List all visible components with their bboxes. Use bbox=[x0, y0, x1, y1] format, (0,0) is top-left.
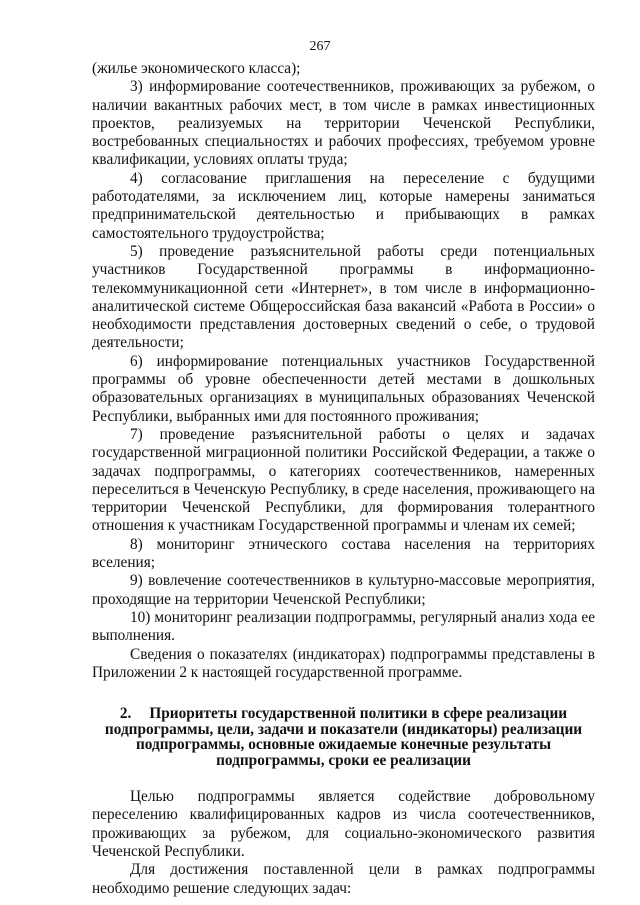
paragraph-goal: Целью подпрограммы является содействие добровольному переселению квалифицированных кадров из числа соотечественников, проживающих за рубежом, для социально-экономического развития Чеченской Республики. bbox=[92, 788, 595, 860]
list-item-4: 4) согласование приглашения на переселение с будущими работодателями, за исключением лиц, которые намерены заниматься предпринимательской деятельностью и прибывающих в рамках самостоятельного трудоустройства; bbox=[92, 169, 595, 242]
section-number: 2. bbox=[119, 705, 132, 723]
paragraph-indicators: Сведения о показателях (индикаторах) подпрограммы представлены в Приложении 2 к настоящей государственной программе. bbox=[92, 645, 595, 681]
paragraph-continuation: (жилье экономического класса); bbox=[92, 60, 301, 77]
list-item-6: 6) информирование потенциальных участников Государственной программы об уровне обеспеченности детей местами в дошкольных образовательных организациях в муниципальных образованиях Чеченской Республики, выбранных ими для постоянного проживания; bbox=[92, 352, 595, 425]
list-item-10: 10) мониторинг реализации подпрограммы, регулярный анализ хода ее выполнения. bbox=[92, 608, 595, 645]
document-body bbox=[92, 60, 595, 898]
section-heading bbox=[92, 706, 595, 768]
list-item-9: 9) вовлечение соотечественников в культурно-массовые мероприятия, проходящие на территории Чеченской Республики; bbox=[92, 572, 595, 608]
paragraph-tasks-intro: Для достижения поставленной цели в рамках подпрограммы необходимо решение следующих задач: bbox=[92, 861, 595, 897]
list-item-7: 7) проведение разъяснительной работы о целях и задачах государственной миграционной политики Российской Федерации, а также о задачах подпрограммы, о категориях соотечественников, намеренных переселиться в Чеченскую Республику, в среде населения, проживающего на территории Чеченской Республики, для формирования толерантного отношения к участникам Государственной программы и членам их семей; bbox=[92, 425, 595, 535]
section-title: Приоритеты государственной политики в сфере реализации подпрограммы, цели, задачи и показатели (индикаторы) реализации подпрограммы, основные ожидаемые конечные результаты подпрограммы, сроки ее реализации bbox=[104, 705, 583, 769]
list-item-5: 5) проведение разъяснительной работы среди потенциальных участников Государственной программы в информационно-телекоммуникационной сети «Интернет», в том числе в информационно-аналитической системе Общероссийская база вакансий «Работа в России» о необходимости представления достоверных сведений о себе, о трудовой деятельности; bbox=[92, 242, 595, 352]
list-item-3: 3) информирование соотечественников, проживающих за рубежом, о наличии вакантных рабочих мест, в том числе в рамках инвестиционных проектов, реализуемых на территории Чеченской Республики, востребованных специальностях и рабочих профессиях, требуемом уровне квалификации, условиях оплаты труда; bbox=[92, 78, 595, 169]
list-item-8: 8) мониторинг этнического состава населения на территориях вселения; bbox=[92, 535, 595, 572]
page-number: 267 bbox=[309, 39, 331, 54]
